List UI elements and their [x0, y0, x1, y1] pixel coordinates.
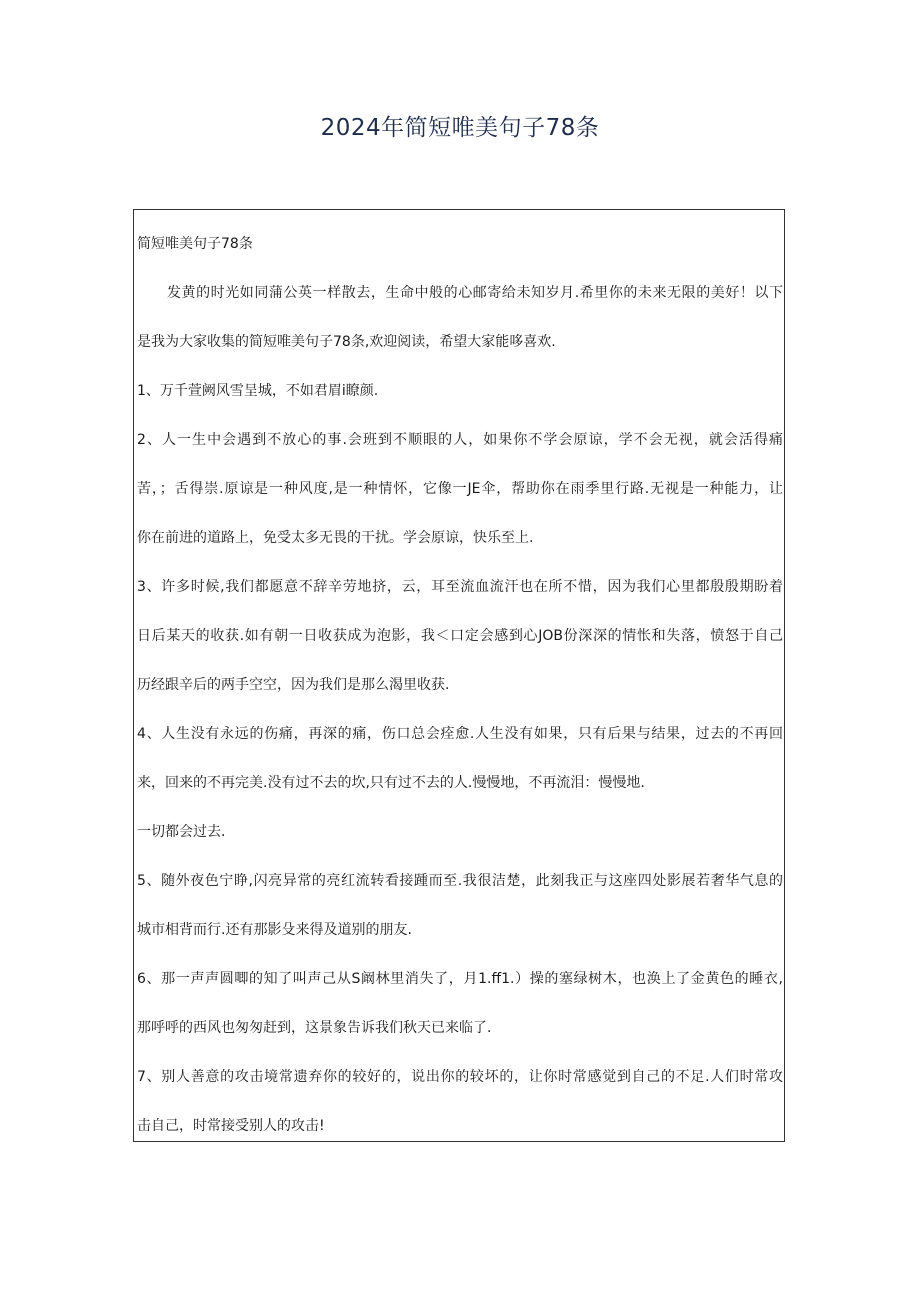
item-line: 4、人生没有永远的伤痛，再深的痛，伤口总会痊愈.人生没有如果，只有后果与结果，过去的不再回 [137, 726, 783, 742]
content-box [133, 209, 785, 1142]
item-line: 3、许多时候,我们都愿意不辞辛劳地挤，云，耳至流血流汗也在所不惜，因为我们心里都殷殷期盼着 [137, 579, 783, 595]
intro-line: 发黄的时光如同蒲公英一样散去，生命中般的心邮寄给未知岁月.希里你的未来无限的美好！以下 [167, 285, 783, 301]
item-line: 那呼呼的西风也匆匆赶到，这景象告诉我们秋天已来临了. [137, 1020, 492, 1036]
item-line: 击自己，时常接受别人的攻击! [137, 1118, 325, 1134]
item-line: 日后某天的收获.如有朝一日收获成为泡影，我＜口定会感到心JOB份深深的情怅和失落，愤怒于自己 [137, 628, 783, 644]
page-title: 2024年简短唯美句子78条 [320, 115, 600, 141]
item-line: 来，回来的不再完美.没有过不去的坎,只有过不去的人.慢慢地，不再流泪：慢慢地. [137, 775, 645, 791]
item-line: 2、人一生中会遇到不放心的事.会班到不顺眼的人，如果你不学会原谅，学不会无视，就会活得痛 [137, 432, 783, 448]
item-line: 5、随外夜色宁睁,闪亮异常的亮红流转看接踵而至.我很洁楚，此刻我正与这座四处影展若奢华气息的 [137, 873, 783, 889]
item-line: 苦，；舌得崇.原谅是一种风度,是一种情怀，它像一JE伞，帮助你在雨季里行路.无视是一种能力，让 [137, 481, 783, 497]
item-line: 6、那一声声圆唧的知了叫声己从S阚林里消失了，月1.ff1.）操的塞绿树木，也涣上了金黄色的睡衣, [137, 971, 783, 987]
item-line: 你在前进的道路上，免受太多无畏的干扰。学会原谅，快乐至上. [137, 530, 534, 546]
item-line: 7、别人善意的攻击境常遗弃你的较好的，说出你的较坏的，让你时常感觉到自己的不足.人们时常攻 [137, 1069, 783, 1085]
item-line: 1、万千萱阙风雪呈城，不如君眉i瞭颜. [137, 383, 379, 399]
item-line: 一切都会过去. [137, 824, 226, 840]
section-heading: 简短唯美句子78条 [137, 236, 253, 252]
item-line: 城市相背而行.还有那影殳来得及道别的朋友. [137, 922, 412, 938]
intro-line: 是我为大家收集的简短唯美句子78条,欢迎阅读，希望大家能哆喜欢. [137, 334, 556, 350]
item-line: 历经跟辛后的两手空空，因为我们是那么渴里收获. [137, 677, 450, 693]
